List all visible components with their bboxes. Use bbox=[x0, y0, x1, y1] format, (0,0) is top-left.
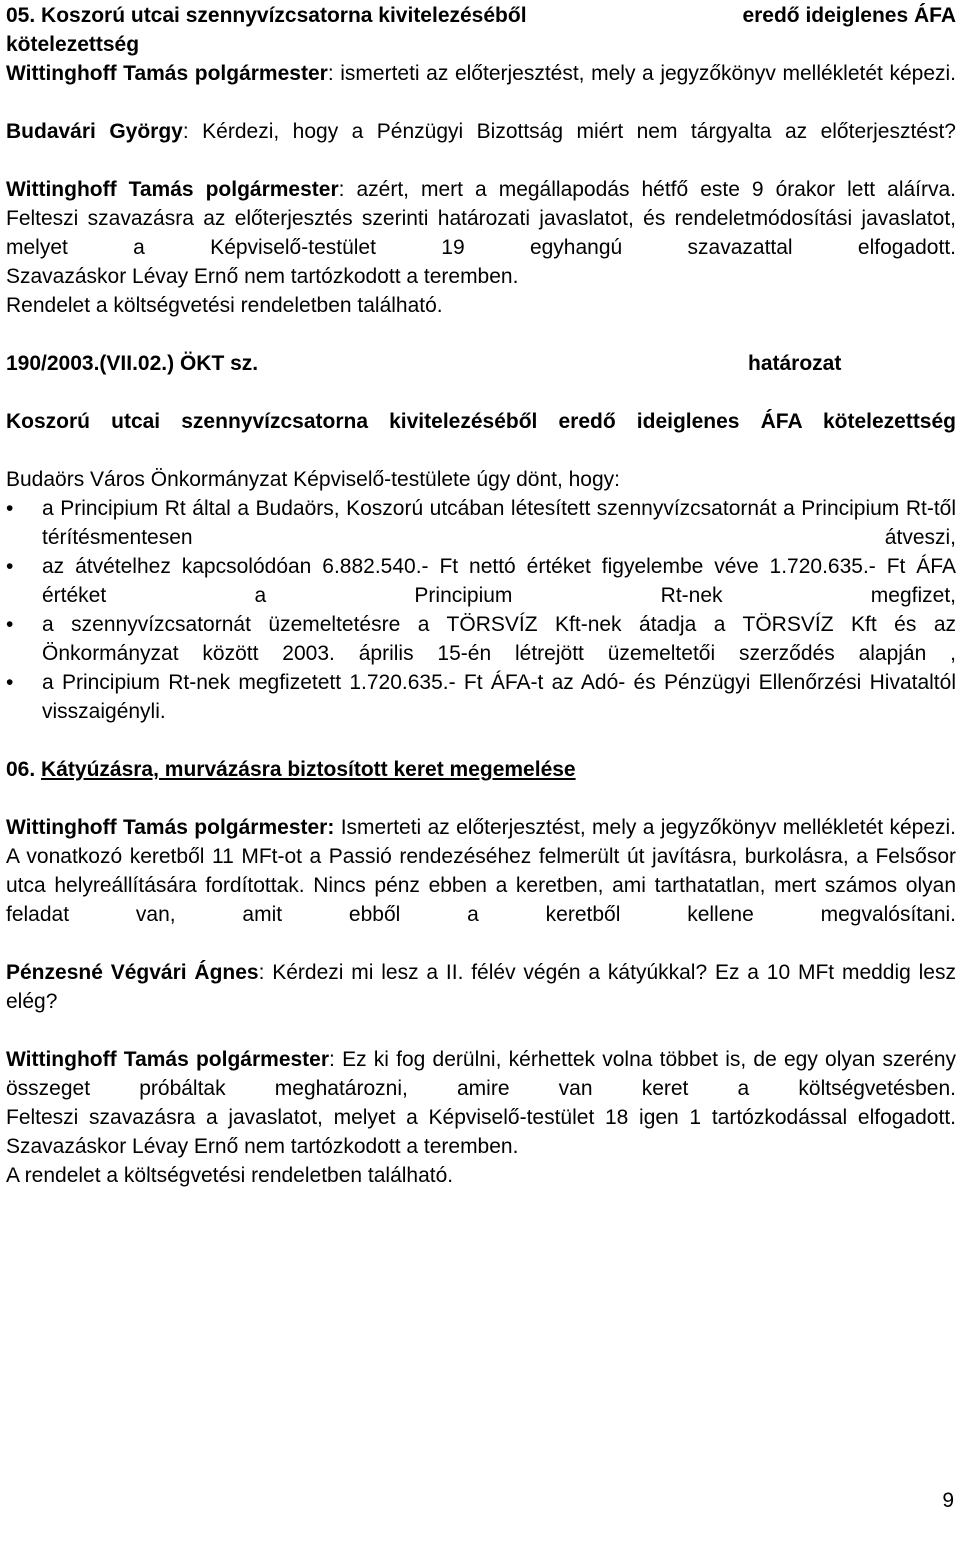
spacer bbox=[6, 784, 956, 813]
item-06-vote-paragraph: Felteszi szavazásra a javaslatot, melyet a Képviselő-testület 18 igen 1 tartózkodással elfogadott. bbox=[6, 1106, 956, 1129]
resolution-header bbox=[6, 349, 956, 378]
list-item: • a szennyvízcsatornát üzemeltetésre a TÖRSVÍZ Kft-nek átadja a TÖRSVÍZ Kft és az Önkormányzat között 2003. április 15-én létrejött üzemeltetői szerződés alapján , bbox=[42, 610, 956, 668]
speaker-name: Budavári György bbox=[6, 120, 183, 143]
item-06-regulation-note: A rendelet a költségvetési rendeletben található. bbox=[6, 1164, 454, 1187]
item-05-vote-paragraph: Felteszi szavazásra az előterjesztés szerinti határozati javaslatot, és rendeletmódosítási javaslatot, melyet a Képviselő-testület 19 egyhangú szavazattal elfogadott. bbox=[6, 207, 956, 259]
spacer bbox=[6, 726, 956, 755]
speaker-name: Wittinghoff Tamás polgármester: bbox=[6, 816, 335, 839]
paragraph-text: : azért, mert a megállapodás hétfő este 9 órakor lett aláírva. bbox=[338, 178, 957, 201]
item-06-title bbox=[6, 755, 956, 784]
list-item: • az átvételhez kapcsolódóan 6.882.540.- Ft nettó értéket figyelembe véve 1.720.635.- Ft ÁFA értéket a Principium Rt-nek megfizet, bbox=[42, 552, 956, 610]
resolution-intro: Budaörs Város Önkormányzat Képviselő-testülete úgy dönt, hogy: bbox=[6, 468, 621, 491]
list-item: • a Principium Rt által a Budaörs, Koszorú utcában létesített szennyvízcsatornát a Principium Rt-től térítésmentesen átveszi, bbox=[42, 494, 956, 552]
item-05-regulation-note: Rendelet a költségvetési rendeletben található. bbox=[6, 294, 443, 317]
paragraph-text: Ismerteti az előterjesztést, mely a jegyzőkönyv mellékletét képezi. A vonatkozó keretből 11 MFt-ot a Passió rendezéséhez felmerült út javításra, burkolásra, a Felsősor utca helyreállítására fordítottak. Nincs pénz ebben a keretben, ami tarthatatlan, mert számos olyan feladat van, amit ebből a keretből kellene megvalósítani. bbox=[6, 816, 956, 926]
speaker-name: Wittinghoff Tamás polgármester bbox=[6, 178, 339, 201]
item-05-title-right: eredő ideiglenes ÁFA bbox=[742, 4, 956, 27]
item-05-title-line2: kötelezettség bbox=[6, 33, 140, 56]
spacer bbox=[6, 436, 956, 465]
resolution-bullet-list bbox=[6, 494, 956, 726]
resolution-number: 190/2003.(VII.02.) ÖKT sz. bbox=[6, 352, 259, 375]
spacer bbox=[6, 320, 956, 349]
page-number: 9 bbox=[942, 1489, 954, 1512]
item-05-paragraph-2 bbox=[6, 117, 956, 146]
item-06-paragraph-2 bbox=[6, 958, 956, 1016]
item-05-absence-note: Szavazáskor Lévay Ernő nem tartózkodott a teremben. bbox=[6, 265, 519, 288]
speaker-name: Wittinghoff Tamás polgármester bbox=[6, 1048, 330, 1071]
paragraph-text: : ismerteti az előterjesztést, mely a jegyzőkönyv mellékletét képezi. bbox=[327, 62, 956, 85]
paragraph-text: : Ez ki fog derülni, kérhettek volna többet is, de egy olyan szerény összeget próbáltak meghatározni, amire van keret a költségvetésben. bbox=[6, 1048, 956, 1100]
spacer bbox=[6, 929, 956, 958]
document-page bbox=[6, 1, 956, 1190]
speaker-name: Wittinghoff Tamás polgármester bbox=[6, 62, 328, 85]
paragraph-text: : Kérdezi, hogy a Pénzügyi Bizottság miért nem tárgyalta az előterjesztést? bbox=[182, 120, 956, 143]
paragraph-text: : Kérdezi mi lesz a II. félév végén a kátyúkkal? Ez a 10 MFt meddig lesz elég? bbox=[6, 961, 956, 1013]
spacer bbox=[6, 1016, 956, 1045]
item-05-title bbox=[6, 1, 956, 30]
list-item: • a Principium Rt-nek megfizetett 1.720.635.- Ft ÁFA-t az Adó- és Pénzügyi Ellenőrzési Hivataltól visszaigényli. bbox=[42, 668, 956, 726]
resolution-label: határozat bbox=[748, 352, 842, 375]
item-06-absence-note: Szavazáskor Lévay Ernő nem tartózkodott a teremben. bbox=[6, 1135, 519, 1158]
item-06-title-text: Kátyúzásra, murvázásra biztosított keret megemelése bbox=[41, 758, 576, 781]
item-05-title-left: 05. Koszorú utcai szennyvízcsatorna kivitelezéséből bbox=[6, 4, 527, 27]
spacer bbox=[6, 88, 956, 117]
spacer bbox=[6, 378, 956, 407]
spacer bbox=[6, 146, 956, 175]
item-06-number: 06. bbox=[6, 758, 36, 781]
item-05-paragraph-1 bbox=[6, 59, 956, 88]
item-06-paragraph-3 bbox=[6, 1045, 956, 1103]
item-05-paragraph-3 bbox=[6, 175, 956, 204]
speaker-name: Pénzesné Végvári Ágnes bbox=[6, 961, 259, 984]
item-06-paragraph-1 bbox=[6, 813, 956, 929]
resolution-title: Koszorú utcai szennyvízcsatorna kivitelezéséből eredő ideiglenes ÁFA kötelezettség bbox=[6, 410, 956, 433]
